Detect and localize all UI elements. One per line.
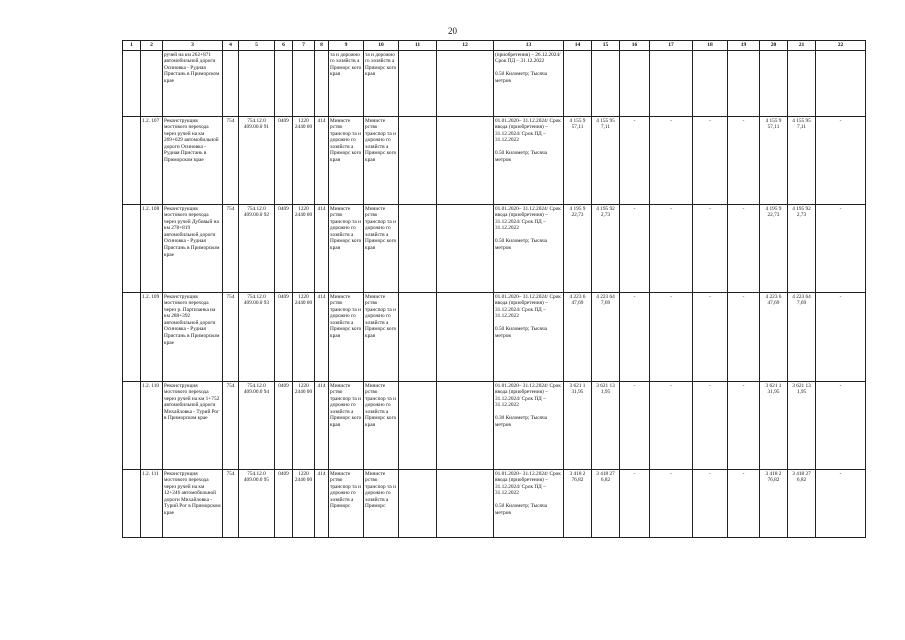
table-row bbox=[123, 51, 866, 117]
table-cell-col-16 bbox=[620, 51, 650, 117]
table-cell-col-4: 754 bbox=[223, 205, 239, 293]
table-cell-col-8: 414 bbox=[315, 117, 329, 205]
table-cell-col-19 bbox=[728, 51, 760, 117]
table-cell-col-21: 3 621 13 1,95 bbox=[788, 382, 816, 470]
table-cell-col-22: - bbox=[816, 293, 866, 382]
column-number-header: 6 bbox=[275, 41, 293, 51]
table-cell-col-21 bbox=[788, 51, 816, 117]
table-cell-col-2: 1.2. 108 bbox=[141, 205, 163, 293]
table-cell-col-21: 4 195 92 2,73 bbox=[788, 205, 816, 293]
column-number-header: 2 bbox=[141, 41, 163, 51]
table-cell-col-19: - bbox=[728, 470, 760, 538]
table-cell-col-17: - bbox=[650, 470, 693, 538]
table-cell-col-20: 4 223 6 47,69 bbox=[760, 293, 788, 382]
column-number-header: 11 bbox=[399, 41, 437, 51]
table-cell-col-1 bbox=[123, 205, 141, 293]
column-number-header: 18 bbox=[693, 41, 728, 51]
table-cell-col-8: 414 bbox=[315, 293, 329, 382]
table-cell-col-10: та и дорожно го хозяйств а Приморс кого края bbox=[364, 51, 399, 117]
table-cell-col-19: - bbox=[728, 205, 760, 293]
table-cell-col-5: 754.12.0 409.00.0 94 bbox=[239, 382, 275, 470]
table-cell-col-13: 01.01.2020– 31.12.2024/ Срок ввода (приобретения) – 31.12.2024/ Срок ПД – 31.12.2022 0.50 Километр; Тысяча метров bbox=[494, 205, 564, 293]
column-number-header: 4 bbox=[223, 41, 239, 51]
table-cell-col-5 bbox=[239, 51, 275, 117]
table-row bbox=[123, 117, 866, 205]
table-cell-col-3: Реконструкция мостового перехода через ручей на км 12+246 автомобильной дороги Михайловка - Турий Рог в Приморском крае bbox=[163, 470, 223, 538]
column-number-header: 21 bbox=[788, 41, 816, 51]
table-cell-col-13: 01.01.2020– 31.12.2024/ Срок ввода (приобретения) – 31.12.2024/ Срок ПД – 31.12.2022 0.50 Километр; Тысяча метров bbox=[494, 117, 564, 205]
table-cell-col-9: Министе рство транспор та и дорожно го хозяйств а Приморс кого края bbox=[329, 205, 364, 293]
table-cell-col-9: Министе рство транспор та и дорожно го хозяйств а Приморс bbox=[329, 470, 364, 538]
table-cell-col-1 bbox=[123, 293, 141, 382]
table-cell-col-11 bbox=[399, 293, 437, 382]
table-cell-col-11 bbox=[399, 205, 437, 293]
column-number-header: 22 bbox=[816, 41, 866, 51]
table-cell-col-17: - bbox=[650, 117, 693, 205]
table-cell-col-1 bbox=[123, 470, 141, 538]
column-number-header: 10 bbox=[364, 41, 399, 51]
table-cell-col-7: 1220 2440 00 bbox=[293, 117, 315, 205]
table-cell-col-4 bbox=[223, 51, 239, 117]
table-cell-col-7 bbox=[293, 51, 315, 117]
table-cell-col-6: 0409 bbox=[275, 470, 293, 538]
table-cell-col-10: Министе рство транспор та и дорожно го хозяйств а Приморс кого края bbox=[364, 117, 399, 205]
table-cell-col-4: 754 bbox=[223, 470, 239, 538]
column-number-header: 19 bbox=[728, 41, 760, 51]
table-cell-col-13: 01.01.2020– 31.12.2024/ Срок ввода (приобретения) – 31.12.2024/ Срок ПД – 31.12.2022 0.50 Километр; Тысяча метров bbox=[494, 470, 564, 538]
table-cell-col-15: 3 621 13 1,95 bbox=[592, 382, 620, 470]
table-cell-col-11 bbox=[399, 382, 437, 470]
table-cell-col-3: Реконструкция мостового перехода через р. Партизанка на км 288+392 автомобильной дороги Осиновка - Рудная Пристань в Приморском крае bbox=[163, 293, 223, 382]
table-cell-col-22: - bbox=[816, 117, 866, 205]
table-cell-col-22: - bbox=[816, 382, 866, 470]
table-cell-col-21: 3 418 27 6,82 bbox=[788, 470, 816, 538]
table-cell-col-19: - bbox=[728, 382, 760, 470]
table-cell-col-1 bbox=[123, 51, 141, 117]
table-cell-col-6: 0409 bbox=[275, 205, 293, 293]
table-cell-col-13: (приобретения) – 26.12.2024/ Срок ПД – 31.12.2022 0.50 Километр; Тысяча метров bbox=[494, 51, 564, 117]
table-cell-col-14: 4 155 9 57,11 bbox=[564, 117, 592, 205]
table-row bbox=[123, 470, 866, 538]
table-cell-col-11 bbox=[399, 470, 437, 538]
column-number-header: 16 bbox=[620, 41, 650, 51]
table-cell-col-2 bbox=[141, 51, 163, 117]
table-cell-col-9: Министе рство транспор та и дорожно го хозяйств а Приморс кого края bbox=[329, 382, 364, 470]
table-cell-col-11 bbox=[399, 117, 437, 205]
table-cell-col-14 bbox=[564, 51, 592, 117]
table-cell-col-12 bbox=[437, 293, 494, 382]
table-row bbox=[123, 293, 866, 382]
table-cell-col-13: 01.01.2020– 31.12.2024/ Срок ввода (приобретения) – 31.12.2024/ Срок ПД – 31.12.2022 0.30 Километр; Тысяча метров bbox=[494, 382, 564, 470]
table-cell-col-17: - bbox=[650, 205, 693, 293]
column-number-header: 3 bbox=[163, 41, 223, 51]
table-cell-col-8 bbox=[315, 51, 329, 117]
table-cell-col-16: - bbox=[620, 470, 650, 538]
table-cell-col-15: 4 223 64 7,69 bbox=[592, 293, 620, 382]
table-cell-col-19: - bbox=[728, 293, 760, 382]
table-cell-col-2: 1.2. 107 bbox=[141, 117, 163, 205]
table-cell-col-10: Министе рство транспор та и дорожно го хозяйств а Приморс bbox=[364, 470, 399, 538]
table-cell-col-3: ручей на км 262+871 автомобильной дороги Осиновка - Рудная Пристань в Приморском крае bbox=[163, 51, 223, 117]
column-number-header: 7 bbox=[293, 41, 315, 51]
table-cell-col-5: 754.12.0 409.00.0 92 bbox=[239, 205, 275, 293]
table-cell-col-12 bbox=[437, 117, 494, 205]
table-cell-col-11 bbox=[399, 51, 437, 117]
table-cell-col-18: - bbox=[693, 470, 728, 538]
table-cell-col-20: 3 418 2 76,82 bbox=[760, 470, 788, 538]
table-cell-col-6: 0409 bbox=[275, 382, 293, 470]
table-cell-col-1 bbox=[123, 117, 141, 205]
table-cell-col-18: - bbox=[693, 382, 728, 470]
table-cell-col-6 bbox=[275, 51, 293, 117]
table-cell-col-4: 754 bbox=[223, 293, 239, 382]
table-cell-col-15 bbox=[592, 51, 620, 117]
table-cell-col-19: - bbox=[728, 117, 760, 205]
investment-objects-table bbox=[122, 40, 866, 538]
table-cell-col-16: - bbox=[620, 205, 650, 293]
table-cell-col-21: 4 155 95 7,11 bbox=[788, 117, 816, 205]
table-cell-col-17: - bbox=[650, 382, 693, 470]
table-cell-col-5: 754.12.0 409.00.0 95 bbox=[239, 470, 275, 538]
table-cell-col-7: 1220 2440 00 bbox=[293, 205, 315, 293]
table-cell-col-5: 754.12.0 409.00.0 91 bbox=[239, 117, 275, 205]
table-cell-col-14: 4 195 9 22,73 bbox=[564, 205, 592, 293]
table-cell-col-12 bbox=[437, 205, 494, 293]
table-cell-col-6: 0409 bbox=[275, 293, 293, 382]
table-cell-col-20 bbox=[760, 51, 788, 117]
column-number-header: 12 bbox=[437, 41, 494, 51]
table-cell-col-3: Реконструкция мостового перехода через ручей Дубовый на км 278+819 автомобильной дороги Осиновка - Рудная Пристань в Приморском крае bbox=[163, 205, 223, 293]
table-cell-col-15: 4 155 95 7,11 bbox=[592, 117, 620, 205]
table-cell-col-8: 414 bbox=[315, 470, 329, 538]
table-cell-col-22 bbox=[816, 51, 866, 117]
table-cell-col-15: 3 418 27 6,82 bbox=[592, 470, 620, 538]
table-cell-col-22: - bbox=[816, 470, 866, 538]
table-cell-col-4: 754 bbox=[223, 117, 239, 205]
table-cell-col-14: 4 223 6 47,69 bbox=[564, 293, 592, 382]
table-cell-col-7: 1220 2440 00 bbox=[293, 293, 315, 382]
table-cell-col-16: - bbox=[620, 293, 650, 382]
table-cell-col-18: - bbox=[693, 205, 728, 293]
table-cell-col-16: - bbox=[620, 382, 650, 470]
column-number-header: 14 bbox=[564, 41, 592, 51]
page-number: 20 bbox=[448, 26, 457, 36]
table-cell-col-18 bbox=[693, 51, 728, 117]
table-cell-col-14: 3 621 1 31,95 bbox=[564, 382, 592, 470]
table-cell-col-9: та и дорожно го хозяйств а Приморс кого края bbox=[329, 51, 364, 117]
column-number-header: 5 bbox=[239, 41, 275, 51]
table-cell-col-17 bbox=[650, 51, 693, 117]
column-number-header: 15 bbox=[592, 41, 620, 51]
table-cell-col-20: 4 195 9 22,73 bbox=[760, 205, 788, 293]
table-cell-col-1 bbox=[123, 382, 141, 470]
table-cell-col-12 bbox=[437, 470, 494, 538]
table-cell-col-10: Министе рство транспор та и дорожно го хозяйств а Приморс кого края bbox=[364, 293, 399, 382]
table-cell-col-12 bbox=[437, 382, 494, 470]
table-cell-col-13: 01.01.2020– 31.12.2024/ Срок ввода (приобретения) – 31.12.2024/ Срок ПД – 31.12.2022 0.50 Километр; Тысяча метров bbox=[494, 293, 564, 382]
table-cell-col-8: 414 bbox=[315, 205, 329, 293]
column-number-header: 9 bbox=[329, 41, 364, 51]
table-cell-col-9: Министе рство транспор та и дорожно го хозяйств а Приморс кого края bbox=[329, 117, 364, 205]
column-number-header: 1 bbox=[123, 41, 141, 51]
table-cell-col-2: 1.2. 111 bbox=[141, 470, 163, 538]
table-cell-col-22: - bbox=[816, 205, 866, 293]
table-cell-col-20: 3 621 1 31,95 bbox=[760, 382, 788, 470]
table-cell-col-21: 4 223 64 7,69 bbox=[788, 293, 816, 382]
table-cell-col-10: Министе рство транспор та и дорожно го хозяйств а Приморс кого края bbox=[364, 382, 399, 470]
table-cell-col-12 bbox=[437, 51, 494, 117]
table-cell-col-2: 1.2. 109 bbox=[141, 293, 163, 382]
column-number-header: 8 bbox=[315, 41, 329, 51]
table-row bbox=[123, 382, 866, 470]
table-cell-col-14: 3 418 2 76,82 bbox=[564, 470, 592, 538]
column-number-header-row bbox=[123, 41, 866, 51]
table-cell-col-8: 414 bbox=[315, 382, 329, 470]
table-cell-col-3: Реконструкция мостового перехода через ручей на км 1+752 автомобильной дороги Михайловка - Турий Рог в Приморском крае bbox=[163, 382, 223, 470]
table-cell-col-7: 1220 2440 00 bbox=[293, 382, 315, 470]
table-cell-col-3: Реконструкция мостового перехода через ручей на км 269+029 автомобильной дороги Осиновка - Рудная Пристань в Приморском крае bbox=[163, 117, 223, 205]
table-cell-col-18: - bbox=[693, 293, 728, 382]
table-cell-col-16: - bbox=[620, 117, 650, 205]
table-row bbox=[123, 205, 866, 293]
table-cell-col-10: Министе рство транспор та и дорожно го хозяйств а Приморс кого края bbox=[364, 205, 399, 293]
table-cell-col-4: 754 bbox=[223, 382, 239, 470]
table-cell-col-17: - bbox=[650, 293, 693, 382]
table-cell-col-9: Министе рство транспор та и дорожно го хозяйств а Приморс кого края bbox=[329, 293, 364, 382]
table-cell-col-2: 1.2. 110 bbox=[141, 382, 163, 470]
table-cell-col-7: 1220 2440 00 bbox=[293, 470, 315, 538]
column-number-header: 20 bbox=[760, 41, 788, 51]
column-number-header: 13 bbox=[494, 41, 564, 51]
table-cell-col-6: 0409 bbox=[275, 117, 293, 205]
table-cell-col-15: 4 195 92 2,73 bbox=[592, 205, 620, 293]
table-cell-col-20: 4 155 9 57,11 bbox=[760, 117, 788, 205]
table-cell-col-5: 754.12.0 409.00.0 93 bbox=[239, 293, 275, 382]
column-number-header: 17 bbox=[650, 41, 693, 51]
table-cell-col-18: - bbox=[693, 117, 728, 205]
